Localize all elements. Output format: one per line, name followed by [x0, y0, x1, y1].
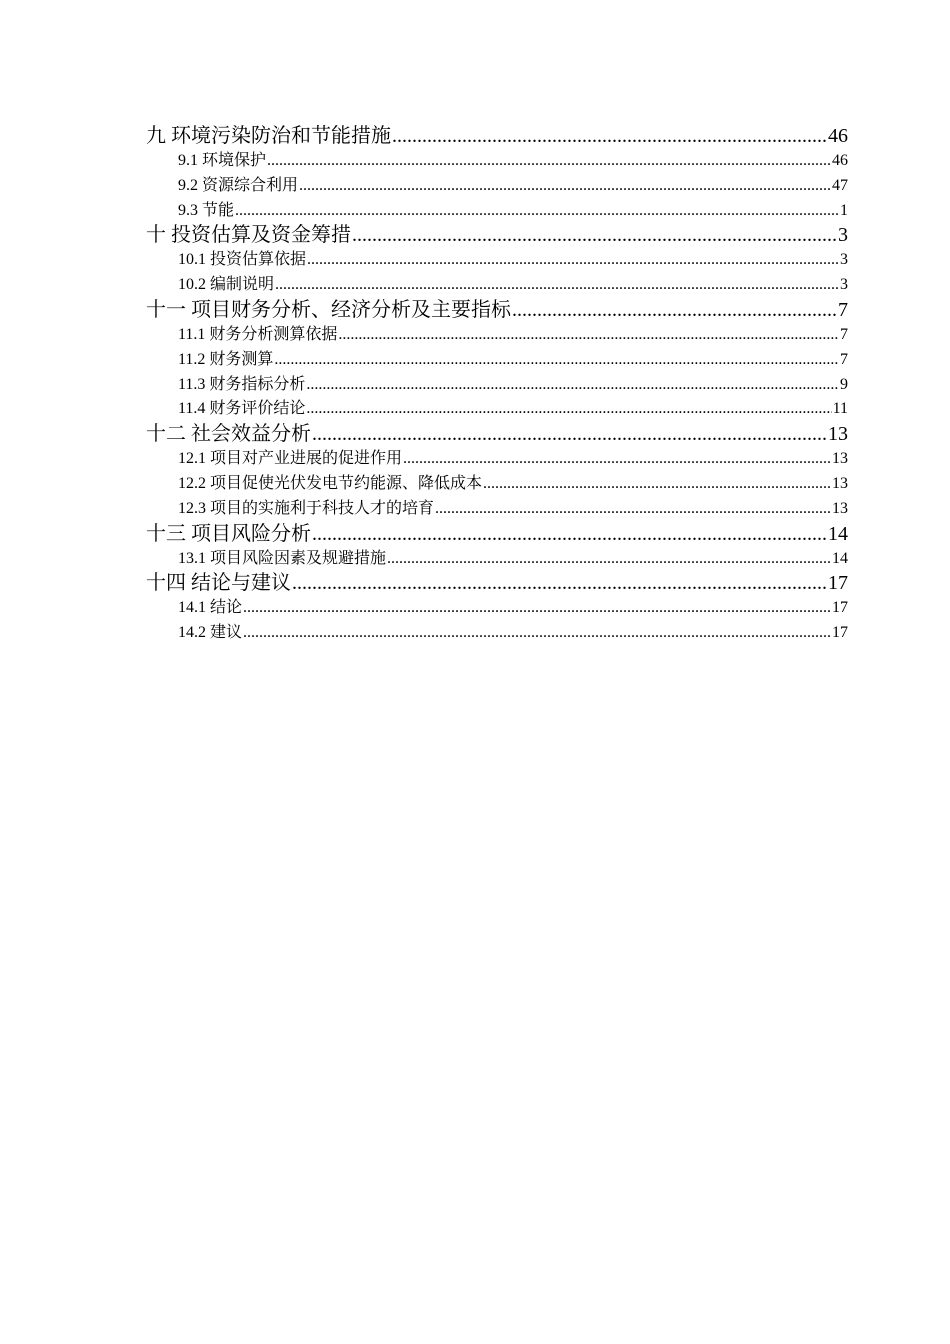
toc-entry-11-1[interactable]: [146, 323, 848, 348]
toc-entry-label: 10.2 编制说明: [178, 276, 275, 294]
toc-entry-label: 十一 项目财务分析、经济分析及主要指标: [146, 298, 511, 321]
toc-leader-dots: [483, 472, 831, 497]
toc-leader-dots: [392, 124, 827, 149]
toc-leader-dots: [243, 621, 831, 646]
toc-page-number: 13: [832, 450, 848, 468]
toc-leader-dots: [352, 223, 837, 248]
toc-page-number: 13: [828, 423, 848, 446]
toc-leader-dots: [512, 298, 837, 323]
toc-entry-11-4[interactable]: [146, 397, 848, 422]
toc-entry-label: 12.2 项目促使光伏发电节约能源、降低成本: [178, 474, 483, 492]
toc-entry-label: 10.1 投资估算依据: [178, 251, 307, 269]
toc-page-number: 46: [828, 125, 848, 147]
toc-entry-chapter-10[interactable]: [146, 223, 848, 248]
toc-entry-chapter-13[interactable]: [146, 522, 848, 547]
toc-leader-dots: [235, 199, 839, 224]
toc-entry-chapter-9[interactable]: [146, 124, 848, 149]
toc-entry-label: 9.1 环境保护: [178, 152, 267, 169]
toc-entry-13-1[interactable]: [146, 547, 848, 572]
toc-entry-label: 11.4 财务评价结论: [178, 400, 306, 418]
toc-page-number: 14: [832, 549, 848, 567]
table-of-contents: [146, 124, 848, 646]
toc-page-number: 3: [838, 224, 848, 247]
toc-page-number: 7: [840, 325, 848, 343]
toc-entry-label: 9.3 节能: [178, 201, 235, 219]
toc-page-number: 1: [840, 201, 848, 219]
toc-entry-label: 十 投资估算及资金筹措: [146, 224, 351, 247]
toc-entry-label: 9.2 资源综合利用: [178, 176, 299, 194]
toc-leader-dots: [403, 447, 831, 472]
toc-entry-label: 十三 项目风险分析: [146, 522, 311, 545]
toc-page-number: 47: [832, 176, 848, 194]
toc-page-number: 7: [840, 350, 848, 368]
toc-leader-dots: [312, 422, 827, 447]
toc-entry-9-2[interactable]: [146, 174, 848, 199]
toc-page-number: 17: [832, 624, 848, 642]
toc-leader-dots: [435, 497, 831, 522]
toc-entry-label: 11.2 财务测算: [178, 350, 274, 368]
toc-leader-dots: [306, 397, 831, 422]
toc-entry-12-3[interactable]: [146, 497, 848, 522]
toc-entry-label: 12.1 项目对产业进展的促进作用: [178, 450, 403, 468]
toc-leader-dots: [307, 248, 839, 273]
toc-entry-11-2[interactable]: [146, 348, 848, 373]
toc-leader-dots: [275, 273, 839, 298]
toc-leader-dots: [387, 547, 831, 572]
toc-page-number: 17: [832, 599, 848, 617]
toc-leader-dots: [299, 174, 831, 199]
toc-entry-12-2[interactable]: [146, 472, 848, 497]
toc-entry-chapter-12[interactable]: [146, 422, 848, 447]
toc-leader-dots: [274, 348, 839, 373]
toc-entry-label: 14.2 建议: [178, 624, 243, 642]
toc-entry-label: 12.3 项目的实施利于科技人才的培育: [178, 499, 435, 517]
toc-entry-11-3[interactable]: [146, 373, 848, 398]
toc-page-number: 3: [840, 276, 848, 294]
toc-page-number: 13: [832, 499, 848, 517]
toc-entry-chapter-14[interactable]: [146, 571, 848, 596]
toc-leader-dots: [306, 373, 839, 398]
toc-entry-chapter-11[interactable]: [146, 298, 848, 323]
toc-entry-10-1[interactable]: [146, 248, 848, 273]
toc-page-number: 46: [832, 152, 848, 169]
toc-entry-label: 十二 社会效益分析: [146, 423, 311, 446]
toc-leader-dots: [292, 571, 827, 596]
toc-entry-label: 九 环境污染防治和节能措施: [146, 125, 391, 147]
toc-leader-dots: [312, 522, 827, 547]
toc-page-number: 7: [838, 298, 848, 321]
toc-entry-label: 14.1 结论: [178, 599, 243, 617]
toc-entry-9-3[interactable]: [146, 199, 848, 224]
toc-entry-12-1[interactable]: [146, 447, 848, 472]
toc-entry-14-1[interactable]: [146, 596, 848, 621]
toc-entry-9-1[interactable]: [146, 149, 848, 174]
toc-page-number: 14: [828, 522, 848, 545]
toc-entry-label: 13.1 项目风险因素及规避措施: [178, 549, 387, 567]
toc-entry-label: 11.1 财务分析测算依据: [178, 325, 338, 343]
toc-page-number: 11: [832, 400, 848, 418]
toc-entry-label: 11.3 财务指标分析: [178, 375, 306, 393]
toc-page-number: 3: [840, 251, 848, 269]
toc-entry-10-2[interactable]: [146, 273, 848, 298]
toc-page-number: 9: [840, 375, 848, 393]
toc-entry-label: 十四 结论与建议: [146, 572, 291, 595]
toc-leader-dots: [243, 596, 831, 621]
toc-leader-dots: [267, 149, 831, 174]
toc-entry-14-2[interactable]: [146, 621, 848, 646]
toc-page-number: 13: [832, 474, 848, 492]
toc-page-number: 17: [828, 572, 848, 595]
toc-leader-dots: [338, 323, 839, 348]
